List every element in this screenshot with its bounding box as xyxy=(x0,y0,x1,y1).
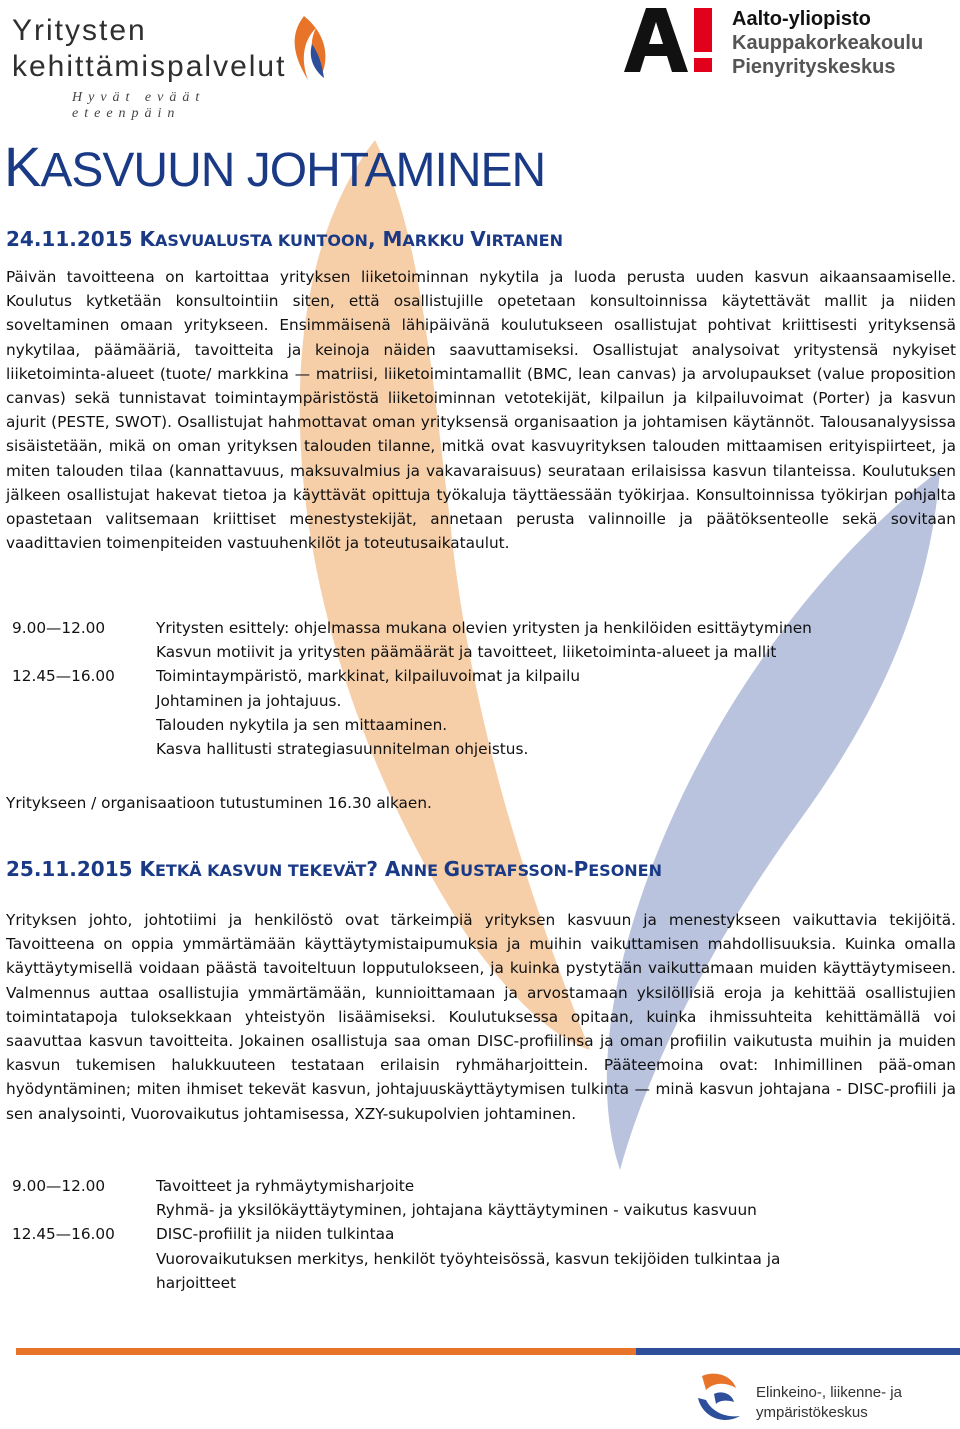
section1-paragraph: Päivän tavoitteena on kartoittaa yrityksen liiketoiminnan nykytila ja luoda perusta uuden kasvun aikaansaamiselle. Koulutus kytketään konsultointiin siten, että osallistujille opetetaan konsultoinnissa käytettävät mallit ja niiden soveltaminen omaan yritykseen. Ensimmäisenä lähipäivänä koulutukseen osallistujat pohtivat kriittisesti yrityksensä nykytilaa, päämääriä, tavoitteita ja keinoja näiden saavuttamiseksi. Osallistujat analysoivat yritystensä nykyiset liiketoiminta-alueet (tuote/ markkina — matriisi, liiketoimintamallit (BMC, lean canvas) ja arvolupaukset (value proposition canvas) sekä tunnistavat toimintaympäristöstä liiketoiminnan vetotekijät, kilpailun ja kilpailuvoimat (Porter) ja kasvun ajurit (PESTE, SWOT). Osallistujat hahmottavat oman yrityksensä organisaation ja johtamisen käytännöt. Talousanalyysissa sisäistetään, mikä on oman yrityksen talouden tilanne, mitkä ovat kasvuyrityksen talouden mittaamisen erityispiirteet, ja miten talouden tilaa (kannattavuus, maksuvalmius ja vakavaraisuus) seurataan erilaisissa kasvun tilanteissa. Koulutuksen jälkeen osallistujat hakevat tietoa ja käyttävät opittuja työkaluja täyttäessään työkirjaa. Konsultoinnissa työkirjan pohjalta opastetaan valitsemaan kriittiset menestystekijät, annetaan perusta valinnoille ja päätöksenteolle sekä sovitaan vaadittavien toimenpiteiden vastuuhenkilöt ja toteutusaikataulut. xyxy=(6,268,956,553)
ely-keskus-logo xyxy=(692,1366,952,1426)
schedule-item: Yritysten esittely: ohjelmassa mukana olevien yritysten ja henkilöiden esittäytyminen xyxy=(156,619,812,637)
footer-stripe xyxy=(16,1348,960,1355)
aalto-line1: Aalto-yliopisto xyxy=(732,8,871,30)
logo-line2: kehittämispalvelut xyxy=(12,50,287,83)
schedule-row xyxy=(12,1222,952,1295)
flame-icon xyxy=(282,14,332,84)
ely-line2: ympäristökeskus xyxy=(756,1404,868,1421)
aalto-line2: Kauppakorkeakoulu xyxy=(732,32,924,54)
schedule-row xyxy=(12,1174,952,1222)
schedule-item: Johtaminen ja johtajuus. xyxy=(156,691,342,710)
schedule-item: Kasvun motiivit ja yritysten päämäärät ja tavoitteet, liiketoiminta-alueet ja mallit xyxy=(156,643,777,662)
schedule-time: 9.00—12.00 xyxy=(12,1177,106,1195)
section2-heading: 25.11.2015 KETKÄ KASVUN TEKEVÄT? ANNE GUSTAFSSON-PESONEN xyxy=(6,857,662,881)
section2-paragraph: Yrityksen johto, johtotiimi ja henkilöstö ovat tärkeimpiä yrityksen kasvuun ja menestykseen vaikuttavia tekijöitä. Tavoitteena on oppia ymmärtämään käyttäytymistaipumuksia ja muihin vaikuttamisen mahdollisuuksia. Kuinka omalla käyttäytymisellä voidaan päästä tavoiteltuun lopputulokseen, ja kuinka pystytään vaikuttamaan muiden käyttäytymiseen. Valmennus auttaa osallistujia ymmärtämään, kunnioittamaan ja arvostamaan yksilöllisiä eroja ja kehittää osallistujien toimintatapoja tuloksekkaan yhteistyön lisäämiseksi. Koulutuksessa opitaan, kuinka ihmissuhteita kehittämällä voi saavuttaa kasvun tavoitteita. Jokainen osallistuja saa oman DISC-profiilinsa ja oman profiilin vaikutusta muihin ja muiden kasvun tukemisen halukkuuteen testataan erilaisin ryhmäharjoittein. Pääteemoina ovat: Inhimillinen pää-oman hyödyntäminen; miten ihmiset tekevät kasvun, johtajuuskäyttäytymisen tulkinta — minä kasvun johtajana - DISC-profiili ja sen analysointi, Vuorovaikutus johtamisessa, XZY-sukupolvien johtaminen. xyxy=(6,911,956,1123)
schedule-item: Kasva hallitusti strategiasuunnitelman ohjeistus. xyxy=(156,740,529,759)
logo-tagline: Hyvät eväät eteenpäin xyxy=(72,90,206,121)
section2-schedule xyxy=(12,1174,952,1295)
schedule-time: 12.45—16.00 xyxy=(12,667,115,686)
schedule-row xyxy=(12,664,952,761)
schedule-time: 12.45—16.00 xyxy=(12,1225,115,1244)
ely-emblem-icon xyxy=(692,1368,750,1426)
schedule-item: Vuorovaikutuksen merkitys, henkilöt työyhteisössä, kasvun tekijöiden tulkintaa ja harjoitteet xyxy=(156,1249,781,1292)
schedule-item: Talouden nykytila ja sen mittaaminen. xyxy=(156,715,448,734)
schedule-item: Ryhmä- ja yksilökäyttäytyminen, johtajana käyttäytyminen - vaikutus kasvuun xyxy=(156,1201,757,1220)
aalto-yliopisto-logo xyxy=(622,6,952,76)
schedule-row xyxy=(12,616,952,664)
schedule-item: Tavoitteet ja ryhmäytymisharjoite xyxy=(156,1177,415,1195)
schedule-time: 9.00—12.00 xyxy=(12,619,106,637)
ely-line1: Elinkeino-, liikenne- ja xyxy=(756,1384,902,1401)
schedule-item: DISC-profiilit ja niiden tulkintaa xyxy=(156,1225,395,1244)
visit-note: Yritykseen / organisaatioon tutustuminen 16.30 alkaen. xyxy=(6,794,432,812)
section1-heading: 24.11.2015 KASVUALUSTA KUNTOON, MARKKU VIRTANEN xyxy=(6,227,563,251)
schedule-item: Toimintaympäristö, markkinat, kilpailuvoimat ja kilpailu xyxy=(156,667,581,686)
logo-line1: Yritysten xyxy=(12,14,147,47)
yritysten-kehittamispalvelut-logo xyxy=(12,14,322,121)
aalto-line3: Pienyrityskeskus xyxy=(732,56,896,78)
section1-schedule xyxy=(12,616,952,761)
page-title: KASVUUN JOHTAMINEN xyxy=(4,135,546,198)
aalto-a-mark-icon xyxy=(622,6,718,74)
